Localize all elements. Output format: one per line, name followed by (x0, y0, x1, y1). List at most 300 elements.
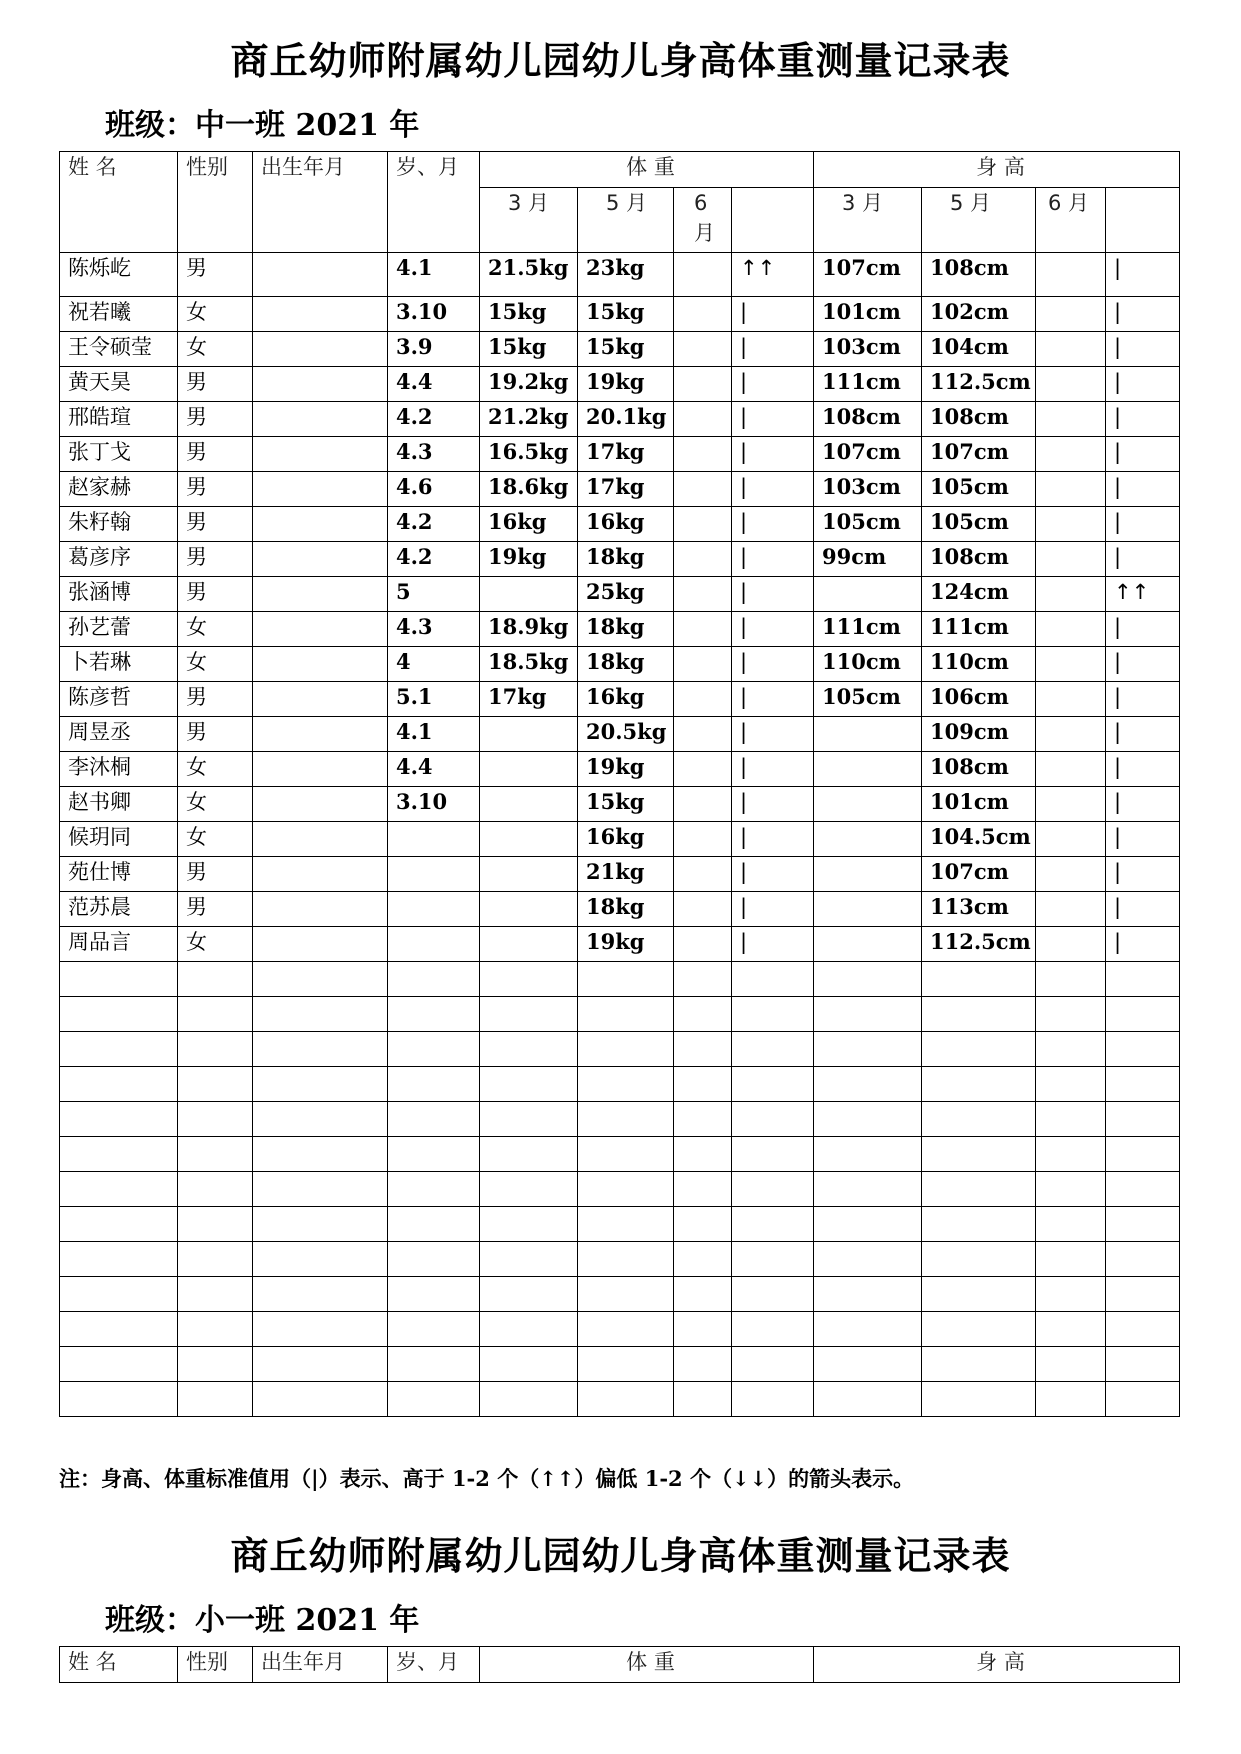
cell-weight-m3 (480, 927, 578, 962)
cell-height-m6 (1036, 402, 1106, 437)
table-row (60, 577, 1180, 612)
table-row (60, 752, 1180, 787)
empty-cell (178, 997, 253, 1032)
cell-gender: 男 (178, 682, 253, 717)
table-row (60, 507, 1180, 542)
cell-birth (253, 472, 388, 507)
cell-weight-m6 (674, 717, 732, 752)
cell-weight-m3: 17kg (480, 682, 578, 717)
empty-cell (814, 1207, 922, 1242)
cell-height-m6 (1036, 822, 1106, 857)
header-height-m6: 6 月 (1036, 188, 1106, 253)
cell-name: 赵书卿 (60, 787, 178, 822)
empty-cell (674, 1242, 732, 1277)
table-row (60, 253, 1180, 297)
cell-height-mark: ↑↑ (1106, 577, 1180, 612)
empty-cell (1036, 1242, 1106, 1277)
cell-gender: 女 (178, 332, 253, 367)
cell-height-m6 (1036, 542, 1106, 577)
empty-cell (922, 1102, 1036, 1137)
page-title: 商丘幼师附属幼儿园幼儿身高体重测量记录表 (230, 38, 1011, 83)
empty-cell (178, 1067, 253, 1102)
cell-height-mark: | (1106, 253, 1180, 297)
cell-gender: 男 (178, 892, 253, 927)
empty-cell (674, 1277, 732, 1312)
cell-height-m3: 105cm (814, 507, 922, 542)
cell-birth (253, 332, 388, 367)
empty-cell (388, 1277, 480, 1312)
cell-name: 王令硕莹 (60, 332, 178, 367)
empty-cell (253, 962, 388, 997)
cell-height-m3 (814, 577, 922, 612)
cell-height-mark: | (1106, 367, 1180, 402)
cell-weight-mark: | (732, 577, 814, 612)
cell-weight-m6 (674, 332, 732, 367)
empty-cell (480, 1137, 578, 1172)
cell-age: 4 (388, 647, 480, 682)
cell-height-m5: 124cm (922, 577, 1036, 612)
empty-cell (388, 1207, 480, 1242)
cell-gender: 女 (178, 927, 253, 962)
header-age: 岁、月 (388, 1647, 480, 1683)
cell-weight-m6 (674, 297, 732, 332)
empty-cell (253, 997, 388, 1032)
header-height: 身 高 (814, 1647, 1180, 1683)
cell-height-mark: | (1106, 682, 1180, 717)
cell-age: 3.10 (388, 787, 480, 822)
cell-weight-m5: 15kg (578, 297, 674, 332)
empty-cell (388, 1172, 480, 1207)
table-row (60, 857, 1180, 892)
cell-weight-m6 (674, 472, 732, 507)
empty-cell (60, 1277, 178, 1312)
cell-height-m3: 105cm (814, 682, 922, 717)
empty-cell (578, 1102, 674, 1137)
empty-cell (732, 1102, 814, 1137)
cell-age: 4.2 (388, 542, 480, 577)
header-height: 身 高 (814, 152, 1180, 188)
cell-height-m6 (1036, 787, 1106, 822)
cell-height-m5: 104cm (922, 332, 1036, 367)
cell-weight-mark: | (732, 857, 814, 892)
empty-cell (1036, 1102, 1106, 1137)
empty-cell (253, 1382, 388, 1417)
empty-cell (60, 1382, 178, 1417)
cell-weight-m5: 15kg (578, 787, 674, 822)
empty-row (60, 1382, 1180, 1417)
cell-weight-m6 (674, 892, 732, 927)
empty-cell (732, 1032, 814, 1067)
cell-age: 5.1 (388, 682, 480, 717)
empty-cell (578, 1312, 674, 1347)
empty-cell (388, 1347, 480, 1382)
cell-gender: 男 (178, 717, 253, 752)
table-row (60, 437, 1180, 472)
empty-cell (480, 1172, 578, 1207)
cell-height-m3: 103cm (814, 332, 922, 367)
empty-cell (253, 1277, 388, 1312)
cell-weight-mark: | (732, 892, 814, 927)
table-row (60, 612, 1180, 647)
cell-height-m6 (1036, 332, 1106, 367)
cell-birth (253, 787, 388, 822)
empty-cell (480, 997, 578, 1032)
cell-height-m6 (1036, 437, 1106, 472)
cell-weight-m5: 19kg (578, 752, 674, 787)
empty-cell (732, 1347, 814, 1382)
cell-age (388, 892, 480, 927)
empty-cell (674, 1347, 732, 1382)
empty-cell (674, 962, 732, 997)
empty-cell (814, 1102, 922, 1137)
cell-height-mark: | (1106, 927, 1180, 962)
cell-weight-m6 (674, 253, 732, 297)
cell-weight-m3: 21.5kg (480, 253, 578, 297)
cell-height-m5: 112.5cm (922, 367, 1036, 402)
empty-cell (1106, 962, 1180, 997)
empty-cell (1106, 1172, 1180, 1207)
cell-birth (253, 892, 388, 927)
cell-weight-m5: 18kg (578, 542, 674, 577)
empty-cell (922, 1382, 1036, 1417)
cell-weight-mark: | (732, 752, 814, 787)
empty-cell (178, 1312, 253, 1347)
cell-weight-m3: 18.6kg (480, 472, 578, 507)
cell-gender: 男 (178, 253, 253, 297)
class-label-2: 班级：小一班 2021 年 (105, 1603, 420, 1638)
cell-height-m5: 109cm (922, 717, 1036, 752)
cell-height-m6 (1036, 507, 1106, 542)
empty-cell (253, 1242, 388, 1277)
cell-birth (253, 542, 388, 577)
cell-birth (253, 297, 388, 332)
empty-cell (253, 1137, 388, 1172)
cell-weight-m3 (480, 577, 578, 612)
empty-cell (178, 1032, 253, 1067)
cell-gender: 女 (178, 752, 253, 787)
empty-cell (674, 997, 732, 1032)
empty-cell (814, 1312, 922, 1347)
empty-cell (253, 1032, 388, 1067)
cell-height-m5: 102cm (922, 297, 1036, 332)
empty-cell (922, 1207, 1036, 1242)
empty-cell (732, 1382, 814, 1417)
cell-height-m3 (814, 927, 922, 962)
cell-birth (253, 507, 388, 542)
cell-height-m3 (814, 892, 922, 927)
cell-weight-mark: | (732, 402, 814, 437)
cell-name: 苑仕博 (60, 857, 178, 892)
cell-weight-m5: 15kg (578, 332, 674, 367)
cell-height-m5: 107cm (922, 437, 1036, 472)
cell-height-m5: 113cm (922, 892, 1036, 927)
cell-weight-m6 (674, 612, 732, 647)
header-age: 岁、月 (388, 152, 480, 253)
cell-name: 张涵博 (60, 577, 178, 612)
cell-height-m6 (1036, 682, 1106, 717)
empty-cell (814, 997, 922, 1032)
cell-age (388, 927, 480, 962)
cell-weight-m3 (480, 857, 578, 892)
empty-cell (388, 1032, 480, 1067)
cell-birth (253, 367, 388, 402)
empty-cell (178, 1242, 253, 1277)
empty-cell (922, 1277, 1036, 1312)
cell-height-m5: 112.5cm (922, 927, 1036, 962)
cell-name: 范苏晨 (60, 892, 178, 927)
cell-age: 4.1 (388, 717, 480, 752)
cell-height-m6 (1036, 472, 1106, 507)
cell-weight-mark: | (732, 682, 814, 717)
cell-height-m3 (814, 787, 922, 822)
cell-weight-mark: | (732, 332, 814, 367)
cell-weight-m6 (674, 787, 732, 822)
header-height-mark (1106, 188, 1180, 253)
cell-height-m5: 104.5cm (922, 822, 1036, 857)
cell-birth (253, 682, 388, 717)
empty-row (60, 1242, 1180, 1277)
cell-name: 黄天昊 (60, 367, 178, 402)
empty-cell (1106, 1312, 1180, 1347)
cell-height-mark: | (1106, 612, 1180, 647)
table-row (60, 717, 1180, 752)
cell-gender: 女 (178, 787, 253, 822)
empty-cell (1036, 1067, 1106, 1102)
empty-cell (480, 1032, 578, 1067)
empty-cell (1036, 1032, 1106, 1067)
cell-weight-mark: ↑↑ (732, 253, 814, 297)
cell-height-mark: | (1106, 822, 1180, 857)
empty-cell (1036, 1347, 1106, 1382)
empty-cell (814, 1067, 922, 1102)
cell-weight-m6 (674, 647, 732, 682)
cell-height-m3: 108cm (814, 402, 922, 437)
empty-cell (60, 1102, 178, 1137)
cell-height-m5: 108cm (922, 402, 1036, 437)
cell-weight-m3 (480, 822, 578, 857)
empty-cell (480, 1347, 578, 1382)
empty-row (60, 1347, 1180, 1382)
cell-weight-m5: 20.1kg (578, 402, 674, 437)
empty-cell (388, 1137, 480, 1172)
empty-cell (388, 962, 480, 997)
empty-row (60, 1172, 1180, 1207)
cell-gender: 男 (178, 507, 253, 542)
empty-row (60, 1207, 1180, 1242)
cell-weight-m5: 21kg (578, 857, 674, 892)
empty-cell (253, 1102, 388, 1137)
cell-age: 4.4 (388, 367, 480, 402)
empty-cell (1106, 1207, 1180, 1242)
cell-weight-m6 (674, 437, 732, 472)
cell-height-m5: 111cm (922, 612, 1036, 647)
empty-cell (60, 1207, 178, 1242)
cell-name: 孙艺蕾 (60, 612, 178, 647)
cell-weight-m6 (674, 542, 732, 577)
cell-height-m5: 105cm (922, 507, 1036, 542)
cell-weight-mark: | (732, 927, 814, 962)
empty-cell (1106, 1137, 1180, 1172)
cell-weight-m6 (674, 927, 732, 962)
cell-height-m6 (1036, 752, 1106, 787)
cell-gender: 男 (178, 437, 253, 472)
empty-cell (178, 1382, 253, 1417)
empty-cell (732, 1242, 814, 1277)
empty-cell (674, 1172, 732, 1207)
cell-height-m5: 110cm (922, 647, 1036, 682)
cell-height-m3: 111cm (814, 612, 922, 647)
cell-name: 卜若琳 (60, 647, 178, 682)
table-row (60, 367, 1180, 402)
empty-row (60, 1067, 1180, 1102)
table-row (60, 682, 1180, 717)
cell-age: 4.3 (388, 437, 480, 472)
cell-weight-m3 (480, 717, 578, 752)
cell-gender: 男 (178, 542, 253, 577)
record-table (59, 151, 1180, 1417)
cell-name: 朱籽翰 (60, 507, 178, 542)
cell-weight-m5: 16kg (578, 682, 674, 717)
empty-cell (814, 1137, 922, 1172)
cell-weight-m5: 16kg (578, 507, 674, 542)
cell-height-mark: | (1106, 892, 1180, 927)
cell-height-m3 (814, 752, 922, 787)
legend-note: 注：身高、体重标准值用（|）表示、高于 1-2 个（↑↑）偏低 1-2 个（↓↓）的箭头表示。 (59, 1466, 915, 1491)
empty-cell (178, 962, 253, 997)
empty-cell (388, 1242, 480, 1277)
empty-cell (1036, 1312, 1106, 1347)
cell-height-m6 (1036, 612, 1106, 647)
cell-name: 张丁戈 (60, 437, 178, 472)
empty-cell (480, 1102, 578, 1137)
record-table-2 (59, 1646, 1180, 1683)
cell-weight-m6 (674, 857, 732, 892)
cell-height-m3 (814, 717, 922, 752)
cell-height-m3: 99cm (814, 542, 922, 577)
cell-weight-m3: 16.5kg (480, 437, 578, 472)
empty-cell (253, 1347, 388, 1382)
empty-cell (922, 1137, 1036, 1172)
table-row (60, 472, 1180, 507)
cell-weight-m5: 17kg (578, 472, 674, 507)
empty-row (60, 1137, 1180, 1172)
empty-cell (578, 1382, 674, 1417)
empty-cell (1036, 962, 1106, 997)
empty-cell (480, 962, 578, 997)
empty-cell (178, 1172, 253, 1207)
cell-birth (253, 857, 388, 892)
cell-height-mark: | (1106, 332, 1180, 367)
cell-weight-m3: 15kg (480, 297, 578, 332)
empty-cell (674, 1382, 732, 1417)
empty-row (60, 1312, 1180, 1347)
header-weight-m5: 5 月 (578, 188, 674, 253)
cell-height-m6 (1036, 717, 1106, 752)
empty-cell (60, 1242, 178, 1277)
cell-name: 邢皓瑄 (60, 402, 178, 437)
cell-weight-m5: 17kg (578, 437, 674, 472)
cell-weight-mark: | (732, 297, 814, 332)
empty-cell (480, 1207, 578, 1242)
empty-cell (178, 1207, 253, 1242)
cell-height-m3: 107cm (814, 253, 922, 297)
page-title-2: 商丘幼师附属幼儿园幼儿身高体重测量记录表 (230, 1533, 1011, 1578)
empty-cell (1106, 1382, 1180, 1417)
cell-name: 祝若曦 (60, 297, 178, 332)
header-weight-m6: 6 月 (674, 188, 732, 253)
empty-cell (1106, 1242, 1180, 1277)
empty-cell (253, 1067, 388, 1102)
header-height-m5: 5 月 (922, 188, 1036, 253)
empty-cell (388, 997, 480, 1032)
cell-weight-mark: | (732, 472, 814, 507)
empty-cell (732, 962, 814, 997)
cell-weight-mark: | (732, 367, 814, 402)
empty-cell (578, 997, 674, 1032)
empty-cell (922, 962, 1036, 997)
cell-height-m3 (814, 857, 922, 892)
cell-height-m5: 106cm (922, 682, 1036, 717)
cell-weight-mark: | (732, 717, 814, 752)
header-gender: 性别 (178, 1647, 253, 1683)
cell-age: 3.10 (388, 297, 480, 332)
empty-cell (253, 1207, 388, 1242)
cell-height-m6 (1036, 927, 1106, 962)
cell-name: 陈烁屹 (60, 253, 178, 297)
table-row (60, 402, 1180, 437)
empty-row (60, 1277, 1180, 1312)
empty-cell (1036, 1137, 1106, 1172)
empty-cell (732, 1277, 814, 1312)
cell-weight-m3: 18.5kg (480, 647, 578, 682)
cell-weight-m6 (674, 507, 732, 542)
table-row (60, 297, 1180, 332)
cell-height-m3: 110cm (814, 647, 922, 682)
cell-height-mark: | (1106, 857, 1180, 892)
empty-cell (674, 1207, 732, 1242)
empty-cell (1106, 1067, 1180, 1102)
cell-weight-m3 (480, 752, 578, 787)
cell-height-m5: 101cm (922, 787, 1036, 822)
cell-weight-mark: | (732, 437, 814, 472)
cell-birth (253, 437, 388, 472)
cell-age: 5 (388, 577, 480, 612)
empty-cell (1106, 1347, 1180, 1382)
empty-cell (253, 1172, 388, 1207)
empty-cell (814, 1032, 922, 1067)
cell-height-m6 (1036, 367, 1106, 402)
empty-cell (178, 1102, 253, 1137)
empty-cell (732, 1172, 814, 1207)
table-row (60, 892, 1180, 927)
cell-weight-mark: | (732, 822, 814, 857)
empty-cell (480, 1242, 578, 1277)
cell-gender: 男 (178, 577, 253, 612)
cell-height-mark: | (1106, 752, 1180, 787)
cell-weight-m5: 19kg (578, 927, 674, 962)
empty-cell (578, 1347, 674, 1382)
cell-height-mark: | (1106, 542, 1180, 577)
empty-cell (60, 1172, 178, 1207)
empty-cell (732, 997, 814, 1032)
cell-gender: 男 (178, 367, 253, 402)
cell-birth (253, 402, 388, 437)
cell-height-m3: 111cm (814, 367, 922, 402)
cell-height-m6 (1036, 857, 1106, 892)
empty-cell (1106, 1277, 1180, 1312)
empty-cell (480, 1312, 578, 1347)
empty-cell (60, 1137, 178, 1172)
